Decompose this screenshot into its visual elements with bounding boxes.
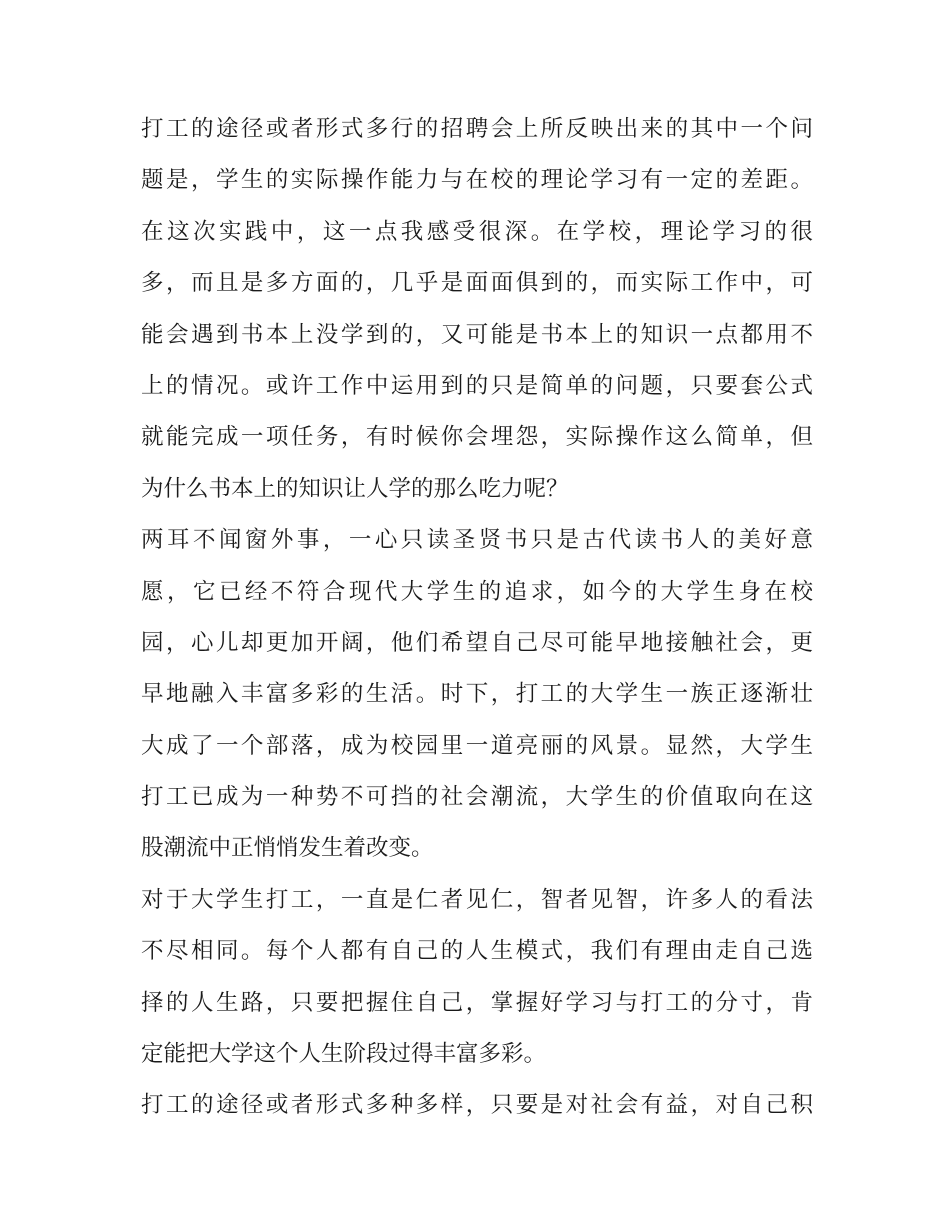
text-line: 股潮流中正悄悄发生着改变。 <box>141 835 434 862</box>
text-line: 能会遇到书本上没学到的，又可能是书本上的知识一点都用不 <box>141 321 813 348</box>
text-line: 上的情况。或许工作中运用到的只是简单的问题，只要套公式 <box>141 372 813 399</box>
text-line: 打工的途径或者形式多行的招聘会上所反映出来的其中一个问 <box>141 116 813 142</box>
document-body <box>141 104 813 1132</box>
text-line: 定能把大学这个人生阶段过得丰富多彩。 <box>141 1041 547 1068</box>
text-line: 打工已成为一种势不可挡的社会潮流，大学生的价值取向在这 <box>141 784 813 811</box>
text-line: 就能完成一项任务，有时候你会埋怨，实际操作这么简单，但 <box>141 424 813 451</box>
text-line: 为什么书本上的知识让人学的那么吃力呢？ <box>141 475 569 502</box>
text-line: 多，而且是多方面的，几乎是面面俱到的，而实际工作中，可 <box>141 270 813 297</box>
text-line: 择的人生路，只要把握住自己，掌握好学习与打工的分寸，肯 <box>141 989 813 1016</box>
text-line: 打工的途径或者形式多种多样，只要是对社会有益，对自己积 <box>141 1092 813 1119</box>
text-line: 大成了一个部落，成为校园里一道亮丽的风景。显然，大学生 <box>141 732 813 759</box>
text-line: 题是，学生的实际操作能力与在校的理论学习有一定的差距。 <box>141 167 813 194</box>
text-line: 不尽相同。每个人都有自己的人生模式，我们有理由走自己选 <box>141 938 813 965</box>
text-line: 在这次实践中，这一点我感受很深。在学校，理论学习的很 <box>141 218 813 245</box>
text-line: 对于大学生打工，一直是仁者见仁，智者见智，许多人的看法 <box>141 886 813 913</box>
text-line: 园，心儿却更加开阔，他们希望自己尽可能早地接触社会，更 <box>141 629 813 656</box>
text-line: 两耳不闻窗外事，一心只读圣贤书只是古代读书人的美好意 <box>141 527 813 554</box>
text-line: 愿，它已经不符合现代大学生的追求，如今的大学生身在校 <box>141 578 813 605</box>
text-line: 早地融入丰富多彩的生活。时下，打工的大学生一族正逐渐壮 <box>141 681 813 708</box>
